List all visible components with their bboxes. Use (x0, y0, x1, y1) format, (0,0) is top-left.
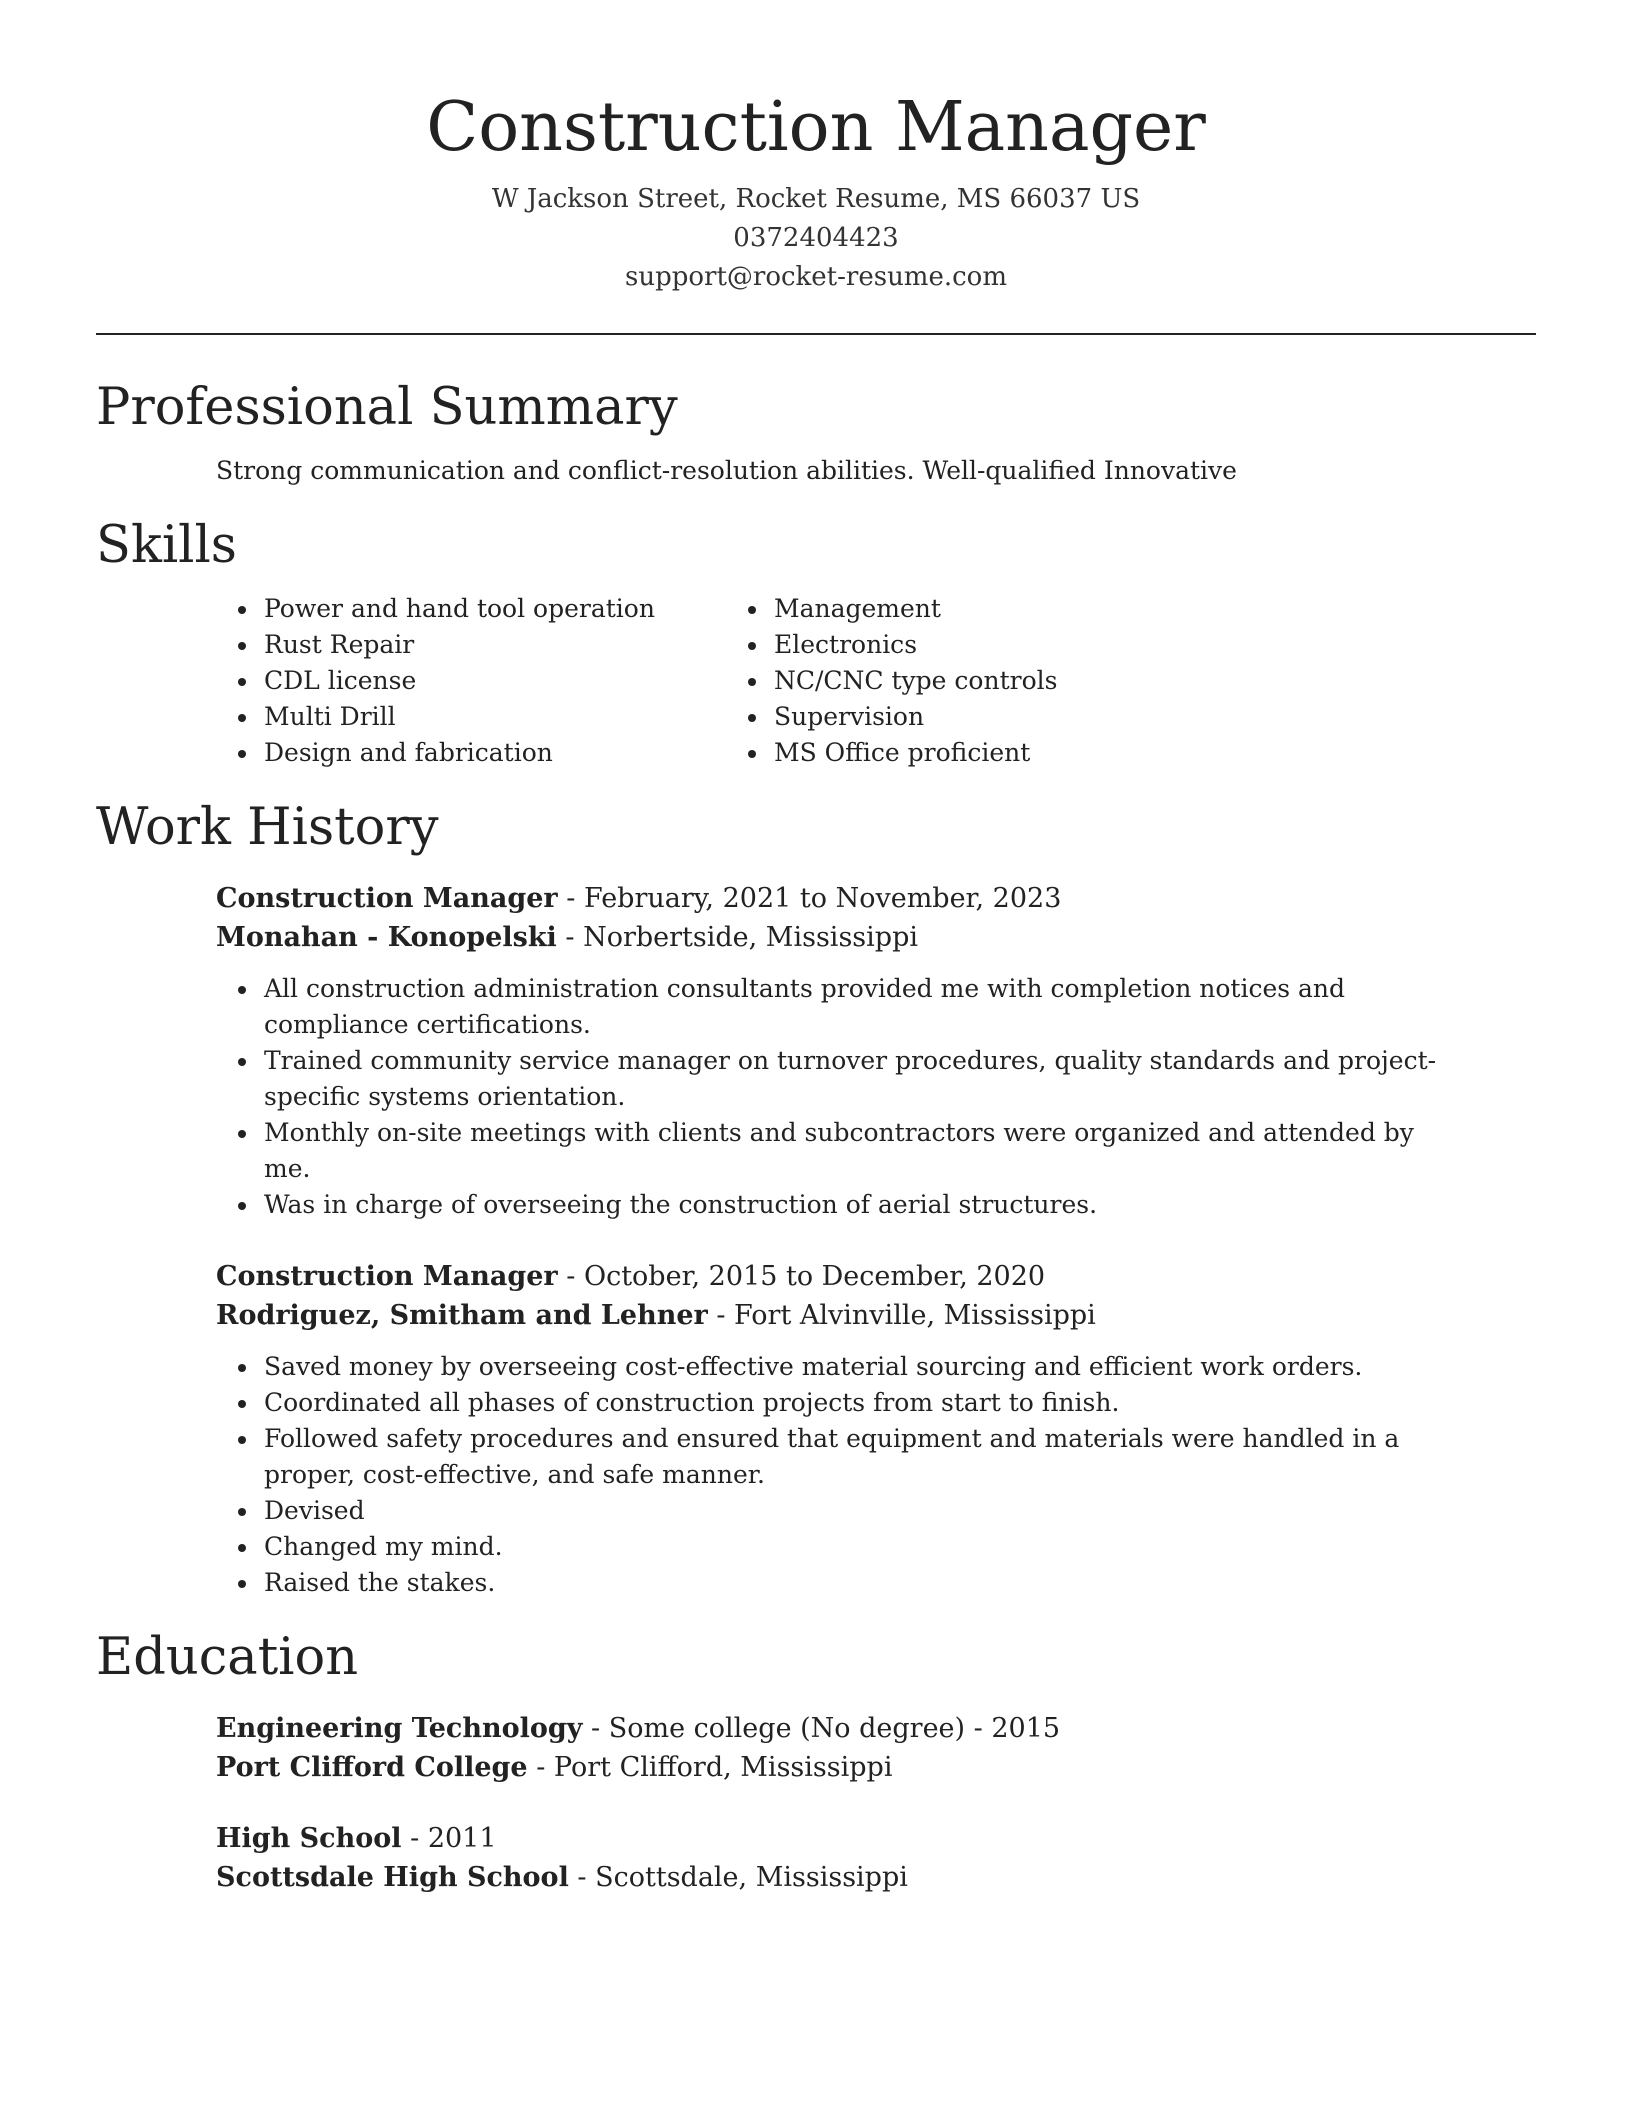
work-entry (216, 1257, 1536, 1601)
work-bullet: • Was in charge of overseeing the construction of aerial structures. (260, 1187, 1460, 1223)
work-entry-title-line (216, 1257, 1536, 1296)
education-school-line (216, 1858, 1536, 1897)
work-history-heading: Work History (96, 798, 439, 857)
school-location: - Scottsdale, Mississippi (568, 1862, 908, 1893)
work-bullet: • All construction administration consultants provided me with completion notices and compliance certifications. (260, 971, 1460, 1043)
job-dates: - February, 2021 to November, 2023 (557, 883, 1062, 914)
job-dates: - October, 2015 to December, 2020 (557, 1261, 1046, 1292)
work-bullet: • Trained community service manager on turnover procedures, quality standards and project-specific systems orientation. (260, 1043, 1460, 1115)
work-bullets (216, 1349, 1460, 1601)
contact-block (96, 180, 1536, 297)
skill-item: • Supervision (770, 699, 1396, 735)
contact-address: W Jackson Street, Rocket Resume, MS 66037 US (491, 184, 1141, 214)
work-bullet: • Saved money by overseeing cost-effective material sourcing and efficient work orders. (260, 1349, 1460, 1385)
summary-heading: Professional Summary (96, 378, 678, 437)
work-entries (96, 879, 1536, 1601)
skill-item: • CDL license (260, 663, 746, 699)
work-bullets (216, 971, 1460, 1223)
education-degree-line (216, 1709, 1536, 1748)
work-bullet: • Followed safety procedures and ensured that equipment and materials were handled in a proper, cost-effective, and safe manner. (260, 1421, 1460, 1493)
work-entry-company-line (216, 918, 1536, 957)
school-location: - Port Clifford, Mississippi (527, 1752, 893, 1783)
work-entry-company-line (216, 1296, 1536, 1335)
skill-item: • MS Office proficient (770, 735, 1396, 771)
skill-item: • Design and fabrication (260, 735, 746, 771)
work-entry-title-line (216, 879, 1536, 918)
work-bullet: • Coordinated all phases of construction projects from start to finish. (260, 1385, 1460, 1421)
degree-detail: - 2011 (401, 1823, 497, 1854)
education-entry (216, 1819, 1536, 1897)
education-school-line (216, 1748, 1536, 1787)
header-divider (96, 333, 1536, 335)
work-bullet: • Monthly on-site meetings with clients and subcontractors were organized and attended by me. (260, 1115, 1460, 1187)
skills-list-left (96, 591, 746, 771)
job-position: Construction Manager (216, 883, 558, 914)
skill-item: • Electronics (770, 627, 1396, 663)
work-entry (216, 879, 1536, 1223)
school-name: Port Clifford College (216, 1752, 528, 1783)
skills-grid (96, 591, 1536, 771)
company-location: - Norbertside, Mississippi (556, 922, 918, 953)
skills-list-right (746, 591, 1396, 771)
skill-item: • Rust Repair (260, 627, 746, 663)
degree-name: High School (216, 1823, 402, 1854)
company-location: - Fort Alvinville, Mississippi (707, 1300, 1096, 1331)
education-heading: Education (96, 1628, 359, 1687)
degree-name: Engineering Technology (216, 1713, 583, 1744)
contact-email: support@rocket-resume.com (624, 262, 1007, 292)
education-degree-line (216, 1819, 1536, 1858)
contact-phone: 0372404423 (733, 223, 899, 253)
resume-header (96, 0, 1536, 297)
skills-heading: Skills (96, 516, 237, 575)
work-bullet: • Changed my mind. (260, 1529, 1460, 1565)
skill-item: • NC/CNC type controls (770, 663, 1396, 699)
skill-item: • Management (770, 591, 1396, 627)
education-entry (216, 1709, 1536, 1787)
degree-detail: - Some college (No degree) - 2015 (582, 1713, 1061, 1744)
skill-item: • Multi Drill (260, 699, 746, 735)
summary-text: Strong communication and conflict-resolution abilities. Well-qualified Innovative (216, 456, 1237, 485)
job-position: Construction Manager (216, 1261, 558, 1292)
school-name: Scottsdale High School (216, 1862, 569, 1893)
resume-page (96, 0, 1536, 1897)
candidate-name: Construction Manager (426, 88, 1206, 167)
company-name: Monahan - Konopelski (216, 922, 557, 953)
work-bullet: • Devised (260, 1493, 1460, 1529)
skill-item: • Power and hand tool operation (260, 591, 746, 627)
education-entries (96, 1709, 1536, 1897)
work-bullet: • Raised the stakes. (260, 1565, 1460, 1601)
company-name: Rodriguez, Smitham and Lehner (216, 1300, 708, 1331)
